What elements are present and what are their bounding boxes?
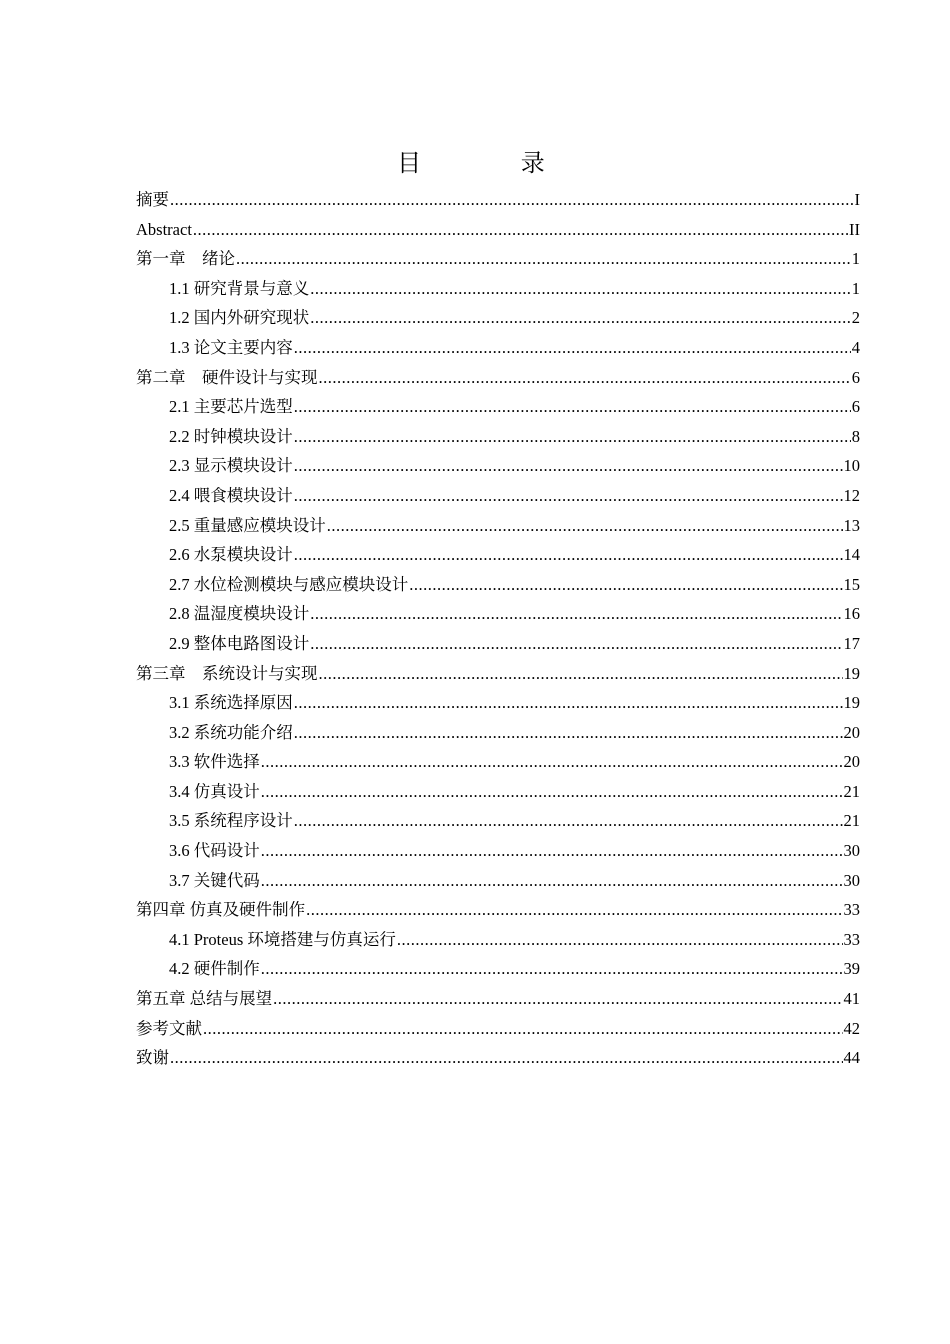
toc-entry[interactable] — [136, 363, 860, 393]
toc-entry-label: 2.6 水泵模块设计 — [169, 545, 293, 565]
toc-entry[interactable] — [136, 1043, 860, 1073]
toc-entry[interactable] — [136, 836, 860, 866]
toc-entry[interactable] — [136, 895, 860, 925]
toc-page-number: 17 — [843, 633, 860, 653]
toc-entry-label: 3.1 系统选择原因 — [169, 693, 293, 713]
toc-dot-leader — [310, 629, 842, 659]
toc-entry-label: 3.3 软件选择 — [169, 752, 260, 772]
toc-page-number: 6 — [851, 367, 860, 387]
toc-dot-leader — [170, 1043, 843, 1073]
toc-entry[interactable] — [136, 747, 860, 777]
toc-entry-label: 4.1 Proteus 环境搭建与仿真运行 — [169, 929, 396, 949]
toc-dot-leader — [236, 244, 851, 274]
toc-page-number: 10 — [843, 456, 860, 476]
toc-dot-leader — [294, 806, 843, 836]
toc-list — [136, 185, 860, 1073]
toc-entry[interactable] — [136, 274, 860, 304]
toc-dot-leader — [310, 599, 842, 629]
toc-page-number: 33 — [843, 900, 860, 920]
toc-page-number: 41 — [843, 989, 860, 1009]
toc-dot-leader — [203, 1014, 843, 1044]
toc-dot-leader — [261, 747, 843, 777]
toc-entry-label: 1.1 研究背景与意义 — [169, 278, 310, 298]
toc-entry-label: 2.1 主要芯片选型 — [169, 397, 293, 417]
toc-page-number: 4 — [851, 337, 860, 357]
toc-entry[interactable] — [136, 244, 860, 274]
toc-entry[interactable] — [136, 954, 860, 984]
toc-entry[interactable] — [136, 185, 860, 215]
toc-page-number: 19 — [843, 663, 860, 683]
toc-entry[interactable] — [136, 481, 860, 511]
toc-page-number: 8 — [851, 426, 860, 446]
toc-dot-leader — [397, 925, 843, 955]
toc-entry-label: 第五章 总结与展望 — [136, 989, 273, 1009]
toc-entry[interactable] — [136, 570, 860, 600]
toc-page-number: 42 — [843, 1018, 860, 1038]
toc-page-number: 30 — [843, 870, 860, 890]
toc-entry[interactable] — [136, 540, 860, 570]
toc-entry[interactable] — [136, 718, 860, 748]
toc-entry-label: 3.6 代码设计 — [169, 841, 260, 861]
toc-entry-label: 4.2 硬件制作 — [169, 959, 260, 979]
toc-dot-leader — [319, 659, 843, 689]
toc-entry-label: 2.2 时钟模块设计 — [169, 426, 293, 446]
toc-entry-label: 致谢 — [136, 1048, 169, 1068]
toc-dot-leader — [261, 836, 843, 866]
toc-entry-label: Abstract — [136, 219, 192, 239]
toc-entry[interactable] — [136, 806, 860, 836]
toc-title: 目 录 — [397, 149, 591, 177]
toc-dot-leader — [306, 895, 842, 925]
toc-entry-label: 3.7 关键代码 — [169, 870, 260, 890]
toc-entry-label: 参考文献 — [136, 1018, 202, 1038]
toc-dot-leader — [294, 422, 851, 452]
toc-dot-leader — [170, 185, 854, 215]
toc-page-number: 20 — [843, 722, 860, 742]
toc-dot-leader — [193, 215, 848, 245]
toc-entry[interactable] — [136, 925, 860, 955]
toc-entry[interactable] — [136, 866, 860, 896]
toc-page-number: 12 — [843, 485, 860, 505]
toc-dot-leader — [409, 570, 842, 600]
toc-entry[interactable] — [136, 422, 860, 452]
toc-dot-leader — [261, 866, 843, 896]
toc-entry-label: 3.5 系统程序设计 — [169, 811, 293, 831]
toc-entry-label: 2.4 喂食模块设计 — [169, 485, 293, 505]
toc-page-number: 44 — [843, 1048, 860, 1068]
toc-dot-leader — [294, 718, 843, 748]
toc-page-number: 19 — [843, 693, 860, 713]
toc-entry[interactable] — [136, 629, 860, 659]
toc-page-number: 20 — [843, 752, 860, 772]
toc-entry-label: 第四章 仿真及硬件制作 — [136, 900, 306, 920]
toc-page-number: 13 — [843, 515, 860, 535]
toc-page-number: I — [854, 190, 860, 209]
toc-dot-leader — [294, 540, 843, 570]
toc-dot-leader — [294, 481, 843, 511]
toc-page-number: 15 — [843, 574, 860, 594]
toc-dot-leader — [294, 333, 851, 363]
toc-entry-label: 3.2 系统功能介绍 — [169, 722, 293, 742]
toc-entry-label: 2.3 显示模块设计 — [169, 456, 293, 476]
toc-page-number: 1 — [851, 249, 860, 269]
toc-entry-label: 摘要 — [136, 190, 169, 209]
toc-entry-label: 1.2 国内外研究现状 — [169, 308, 310, 328]
toc-page-number: 21 — [843, 811, 860, 831]
toc-dot-leader — [294, 451, 843, 481]
toc-entry[interactable] — [136, 984, 860, 1014]
toc-entry-label: 第一章 绪论 — [136, 249, 235, 269]
toc-page-number: 16 — [843, 604, 860, 624]
toc-entry[interactable] — [136, 511, 860, 541]
toc-entry[interactable] — [136, 777, 860, 807]
toc-dot-leader — [319, 363, 851, 393]
toc-entry[interactable] — [136, 688, 860, 718]
toc-entry[interactable] — [136, 215, 860, 245]
toc-page-number: 6 — [851, 397, 860, 417]
toc-entry[interactable] — [136, 599, 860, 629]
toc-page-number: 39 — [843, 959, 860, 979]
toc-entry[interactable] — [136, 659, 860, 689]
toc-dot-leader — [310, 274, 851, 304]
toc-entry-label: 第三章 系统设计与实现 — [136, 663, 318, 683]
toc-entry-label: 2.8 温湿度模块设计 — [169, 604, 310, 624]
toc-entry[interactable] — [136, 1014, 860, 1044]
toc-entry[interactable] — [136, 333, 860, 363]
toc-entry[interactable] — [136, 303, 860, 333]
toc-entry-label: 2.5 重量感应模块设计 — [169, 515, 326, 535]
toc-dot-leader — [294, 688, 843, 718]
toc-entry[interactable] — [136, 392, 860, 422]
toc-page-number: 30 — [843, 841, 860, 861]
toc-page-number: 1 — [851, 278, 860, 298]
toc-page-number: 21 — [843, 781, 860, 801]
toc-page-number: 14 — [843, 545, 860, 565]
toc-dot-leader — [261, 954, 843, 984]
toc-entry-label: 2.7 水位检测模块与感应模块设计 — [169, 574, 409, 594]
toc-dot-leader — [261, 777, 843, 807]
toc-dot-leader — [310, 303, 851, 333]
toc-dot-leader — [294, 392, 851, 422]
toc-entry-label: 第二章 硬件设计与实现 — [136, 367, 318, 387]
toc-entry-label: 3.4 仿真设计 — [169, 781, 260, 801]
toc-page-number: II — [849, 219, 860, 239]
toc-entry-label: 1.3 论文主要内容 — [169, 337, 293, 357]
toc-dot-leader — [273, 984, 842, 1014]
toc-page-number: 33 — [843, 929, 860, 949]
toc-dot-leader — [327, 511, 843, 541]
toc-entry[interactable] — [136, 451, 860, 481]
toc-page-number: 2 — [851, 308, 860, 328]
toc-entry-label: 2.9 整体电路图设计 — [169, 633, 310, 653]
